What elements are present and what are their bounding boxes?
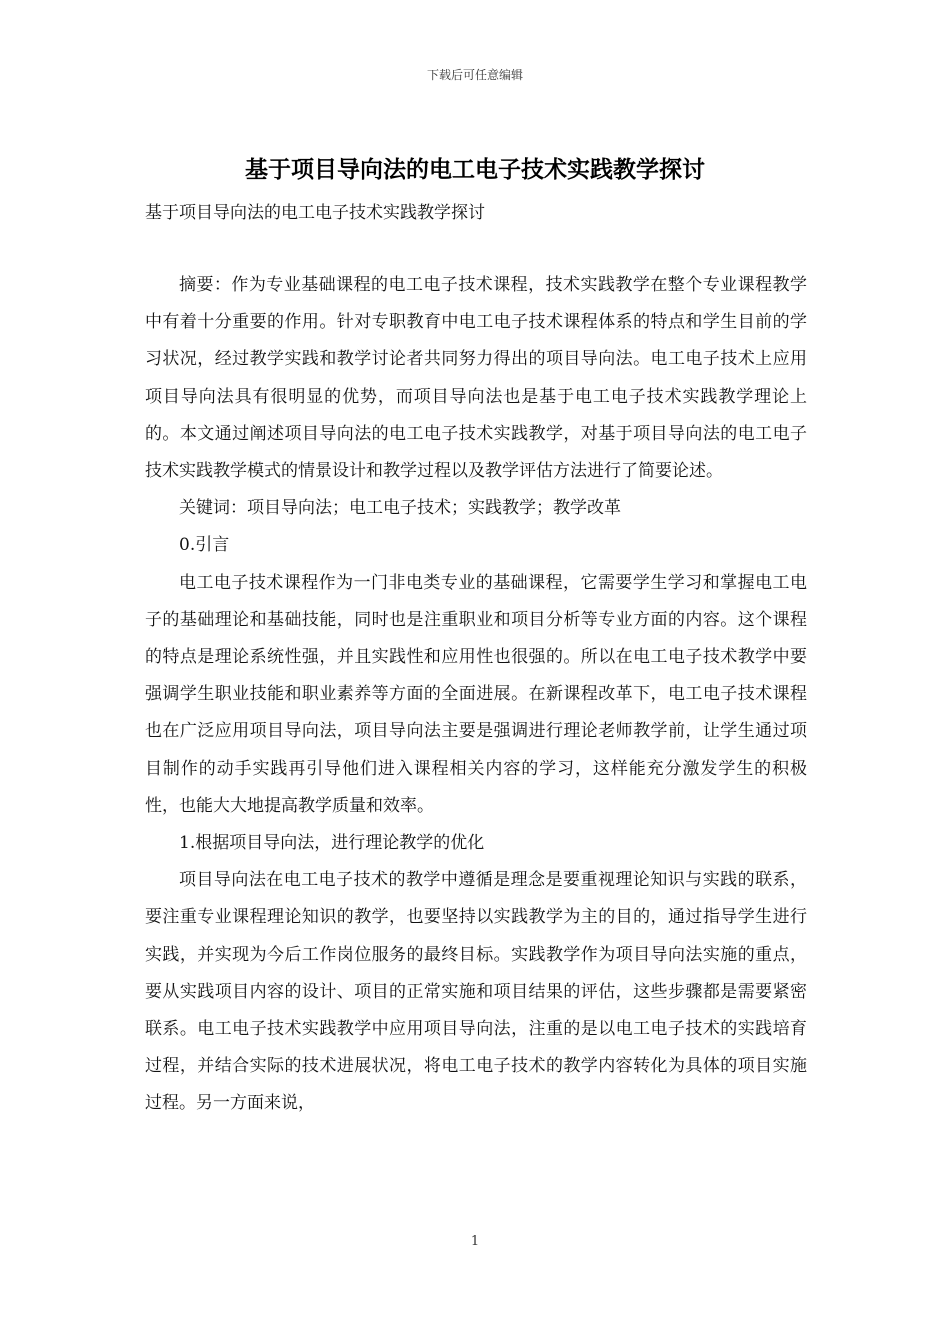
page-header-note: 下载后可任意编辑 (426, 68, 523, 82)
section-heading-1: 1.根据项目导向法，进行理论教学的优化 (179, 833, 485, 854)
section-1-paragraph: 项目导向法在电工电子技术的教学中遵循是理念是要重视理论知识与实践的联系，要注重专业课程理论知识的教学，也要坚持以实践教学为主的目的，通过指导学生进行实践，并实现为今后工作岗位服务的最终目标。实践教学作为项目导向法实施的重点，要从实践项目内容的设计、项目的正常实施和项目结果的评估，这些步骤都是需要紧密联系。电工电子技术实践教学中应用项目导向法，注重的是以电工电子技术的实践培育过程，并结合实际的技术进展状况，将电工电子技术的教学内容转化为具体的项目实施过程。另一方面来说， (145, 870, 807, 1114)
section-heading-introduction: 0.引言 (179, 535, 230, 556)
document-body (145, 267, 807, 1123)
document-title: 基于项目导向法的电工电子技术实践教学探讨 (245, 156, 705, 183)
abstract-paragraph: 摘要：作为专业基础课程的电工电子技术课程，技术实践教学在整个专业课程教学中有着十分重要的作用。针对专职教育中电工电子技术课程体系的特点和学生目前的学习状况，经过教学实践和教学讨论者共同努力得出的项目导向法。电工电子技术上应用项目导向法具有很明显的优势，而项目导向法也是基于电工电子技术实践教学理论上的。本文通过阐述项目导向法的电工电子技术实践教学，对基于项目导向法的电工电子技术实践教学模式的情景设计和教学过程以及教学评估方法进行了简要论述。 (145, 275, 807, 482)
document-subtitle: 基于项目导向法的电工电子技术实践教学探讨 (145, 203, 485, 223)
introduction-paragraph: 电工电子技术课程作为一门非电类专业的基础课程，它需要学生学习和掌握电工电子的基础理论和基础技能，同时也是注重职业和项目分析等专业方面的内容。这个课程的特点是理论系统性强，并且实践性和应用性也很强的。所以在电工电子技术教学中要强调学生职业技能和职业素养等方面的全面进展。在新课程改革下，电工电子技术课程也在广泛应用项目导向法，项目导向法主要是强调进行理论老师教学前，让学生通过项目制作的动手实践再引导他们进入课程相关内容的学习，这样能充分激发学生的积极性，也能大大地提高教学质量和效率。 (145, 572, 807, 816)
page-number: 1 (470, 1234, 480, 1249)
keywords-paragraph: 关键词：项目导向法；电工电子技术；实践教学；教学改革 (179, 498, 621, 519)
